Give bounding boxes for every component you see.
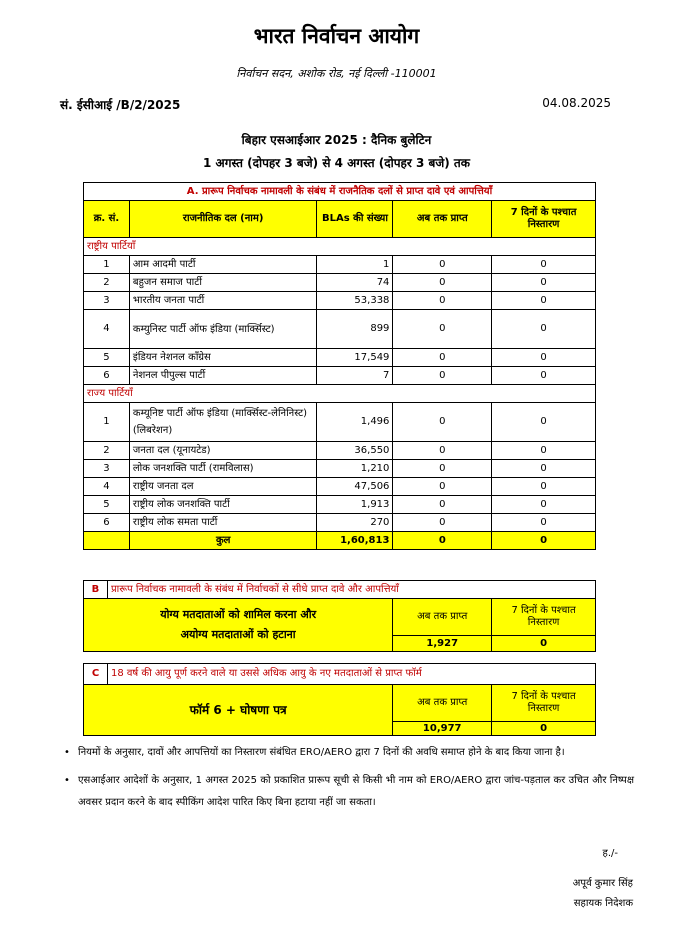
section-b-letter: B bbox=[84, 581, 108, 599]
table-row bbox=[84, 478, 596, 496]
cell-sno: 2 bbox=[84, 274, 130, 292]
total-disposed: 0 bbox=[492, 532, 596, 550]
section-c-disposed: 0 bbox=[492, 722, 596, 736]
section-a-title: A. प्रारूप निर्वाचक नामावली के संबंध में राजनैतिक दलों से प्राप्त दावे एवं आपत्तियाँ bbox=[84, 183, 596, 201]
cell-blas: 47,506 bbox=[317, 478, 393, 496]
col-sno: क्र. सं. bbox=[84, 201, 130, 238]
cell-disposed: 0 bbox=[492, 274, 596, 292]
table-row bbox=[84, 442, 596, 460]
cell-disposed: 0 bbox=[492, 478, 596, 496]
section-b-label bbox=[84, 599, 393, 652]
cell-blas: 53,338 bbox=[317, 292, 393, 310]
col-disposed: 7 दिनों के पश्चात निस्तारण bbox=[492, 201, 596, 238]
cell-received: 0 bbox=[393, 292, 492, 310]
table-row bbox=[84, 274, 596, 292]
section-c-col-received: अब तक प्राप्त bbox=[393, 685, 492, 722]
section-b-label-line2: अयोग्य मतदाताओं को हटाना bbox=[180, 628, 296, 641]
section-c-letter: C bbox=[84, 664, 108, 685]
cell-received: 0 bbox=[393, 349, 492, 367]
note-item bbox=[64, 770, 634, 814]
cell-blas: 17,549 bbox=[317, 349, 393, 367]
cell-received: 0 bbox=[393, 442, 492, 460]
cell-received: 0 bbox=[393, 256, 492, 274]
section-c-title: 18 वर्ष की आयु पूर्ण करने वाले या उससे अधिक आयु के नए मतदाताओं से प्राप्त फॉर्म bbox=[107, 664, 595, 685]
col-party: राजनीतिक दल (नाम) bbox=[129, 201, 317, 238]
section-a-table bbox=[83, 182, 596, 550]
table-row bbox=[84, 496, 596, 514]
cell-received: 0 bbox=[393, 310, 492, 349]
cell-disposed: 0 bbox=[492, 403, 596, 442]
cell-disposed: 0 bbox=[492, 292, 596, 310]
cell-disposed: 0 bbox=[492, 349, 596, 367]
section-c-label: फॉर्म 6 + घोषणा पत्र bbox=[84, 685, 393, 736]
section-b-title: प्रारूप निर्वाचक नामावली के संबंध में निर्वाचकों से सीधे प्राप्त दावे और आपत्तियाँ bbox=[107, 581, 595, 599]
cell-party: नेशनल पीपुल्स पार्टी bbox=[129, 367, 317, 385]
cell-party: भारतीय जनता पार्टी bbox=[129, 292, 317, 310]
cell-party: बहुजन समाज पार्टी bbox=[129, 274, 317, 292]
cell-blas: 1,210 bbox=[317, 460, 393, 478]
cell-received: 0 bbox=[393, 460, 492, 478]
signatory-designation: सहायक निदेशक bbox=[573, 898, 633, 909]
table-row bbox=[84, 310, 596, 349]
cell-sno: 1 bbox=[84, 403, 130, 442]
cell-received: 0 bbox=[393, 496, 492, 514]
table-row bbox=[84, 514, 596, 532]
col-blas: BLAs की संख्या bbox=[317, 201, 393, 238]
note-item bbox=[64, 742, 634, 764]
signatory-name: अपूर्व कुमार सिंह bbox=[572, 878, 633, 889]
cell-disposed: 0 bbox=[492, 514, 596, 532]
cell-received: 0 bbox=[393, 274, 492, 292]
cell-blas: 270 bbox=[317, 514, 393, 532]
total-blank bbox=[84, 532, 130, 550]
cell-blas: 1,496 bbox=[317, 403, 393, 442]
cell-sno: 5 bbox=[84, 349, 130, 367]
section-b-table bbox=[83, 580, 596, 652]
total-blas: 1,60,813 bbox=[317, 532, 393, 550]
cell-party: इंडियन नेशनल काँग्रेस bbox=[129, 349, 317, 367]
col-received: अब तक प्राप्त bbox=[393, 201, 492, 238]
cell-received: 0 bbox=[393, 514, 492, 532]
section-b-col-disposed: 7 दिनों के पश्चात निस्तारण bbox=[492, 599, 596, 636]
section-c-col-disposed: 7 दिनों के पश्चात निस्तारण bbox=[492, 685, 596, 722]
cell-disposed: 0 bbox=[492, 310, 596, 349]
cell-sno: 5 bbox=[84, 496, 130, 514]
cell-sno: 2 bbox=[84, 442, 130, 460]
cell-blas: 7 bbox=[317, 367, 393, 385]
section-b-col-received: अब तक प्राप्त bbox=[393, 599, 492, 636]
cell-blas: 36,550 bbox=[317, 442, 393, 460]
note-text: नियमों के अनुसार, दावों और आपत्तियों का निस्तारण संबंधित ERO/AERO द्वारा 7 दिनों की अवधि समाप्त होने के बाद किया जाना है। bbox=[78, 747, 565, 758]
cell-disposed: 0 bbox=[492, 442, 596, 460]
section-c-table bbox=[83, 663, 596, 736]
cell-party: राष्ट्रीय जनता दल bbox=[129, 478, 317, 496]
table-row bbox=[84, 256, 596, 274]
bulletin-title: बिहार एसआईआर 2025 : दैनिक बुलेटिन bbox=[241, 133, 432, 147]
cell-blas: 1 bbox=[317, 256, 393, 274]
total-label: कुल bbox=[129, 532, 317, 550]
table-row bbox=[84, 460, 596, 478]
document-date: 04.08.2025 bbox=[542, 96, 611, 110]
section-b-received: 1,927 bbox=[393, 636, 492, 652]
org-title: भारत निर्वाचन आयोग bbox=[253, 24, 420, 48]
signature-sd: ह./- bbox=[602, 848, 618, 859]
cell-sno: 4 bbox=[84, 478, 130, 496]
table-row bbox=[84, 349, 596, 367]
cell-party: राष्ट्रीय लोक जनशक्ति पार्टी bbox=[129, 496, 317, 514]
table-row bbox=[84, 403, 596, 442]
org-address: निर्वाचन सदन, अशोक रोड, नई दिल्ली -110001 bbox=[236, 67, 437, 80]
cell-blas: 74 bbox=[317, 274, 393, 292]
note-text: एसआईआर आदेशों के अनुसार, 1 अगस्त 2025 को प्रकाशित प्रारूप सूची से किसी भी नाम को ERO/AERO द्वारा जांच-पड़ताल कर उचित और निष्पक्ष अवसर प्रदान करने के बाद स्पीकिंग आदेश पारित किए बिना हटाया नहीं जा सकता। bbox=[78, 775, 634, 808]
reference-number: सं. ईसीआई /B/2/2025 bbox=[60, 98, 181, 112]
cell-disposed: 0 bbox=[492, 460, 596, 478]
cell-received: 0 bbox=[393, 478, 492, 496]
cell-sno: 6 bbox=[84, 367, 130, 385]
total-received: 0 bbox=[393, 532, 492, 550]
bullet-icon: • bbox=[64, 747, 70, 758]
bullet-icon: • bbox=[64, 775, 70, 786]
state-parties-label: राज्य पार्टियाँ bbox=[84, 385, 596, 403]
cell-party: राष्ट्रीय लोक समता पार्टी bbox=[129, 514, 317, 532]
cell-party: जनता दल (यूनायटेड) bbox=[129, 442, 317, 460]
section-c-received: 10,977 bbox=[393, 722, 492, 736]
notes-list bbox=[64, 742, 634, 814]
cell-received: 0 bbox=[393, 367, 492, 385]
cell-blas: 1,913 bbox=[317, 496, 393, 514]
cell-sno: 3 bbox=[84, 292, 130, 310]
cell-sno: 3 bbox=[84, 460, 130, 478]
cell-sno: 1 bbox=[84, 256, 130, 274]
cell-party: कम्युनिस्ट पार्टी ऑफ इंडिया (मार्क्सिस्ट) bbox=[129, 310, 317, 349]
cell-disposed: 0 bbox=[492, 367, 596, 385]
cell-received: 0 bbox=[393, 403, 492, 442]
national-parties-label: राष्ट्रीय पार्टियाँ bbox=[84, 238, 596, 256]
table-row bbox=[84, 292, 596, 310]
bulletin-period: 1 अगस्त (दोपहर 3 बजे) से 4 अगस्त (दोपहर 3 बजे) तक bbox=[203, 156, 470, 170]
section-b-label-line1: योग्य मतदाताओं को शामिल करना और bbox=[160, 608, 317, 621]
cell-disposed: 0 bbox=[492, 256, 596, 274]
cell-party: लोक जनशक्ति पार्टी (रामविलास) bbox=[129, 460, 317, 478]
cell-sno: 6 bbox=[84, 514, 130, 532]
cell-disposed: 0 bbox=[492, 496, 596, 514]
cell-sno: 4 bbox=[84, 310, 130, 349]
cell-party: कम्यूनिष्ट पार्टी ऑफ इंडिया (मार्क्सिस्ट-लेनिनिस्ट) (लिबरेशन) bbox=[129, 403, 317, 442]
table-row bbox=[84, 367, 596, 385]
cell-party: आम आदमी पार्टी bbox=[129, 256, 317, 274]
cell-blas: 899 bbox=[317, 310, 393, 349]
section-b-disposed: 0 bbox=[492, 636, 596, 652]
